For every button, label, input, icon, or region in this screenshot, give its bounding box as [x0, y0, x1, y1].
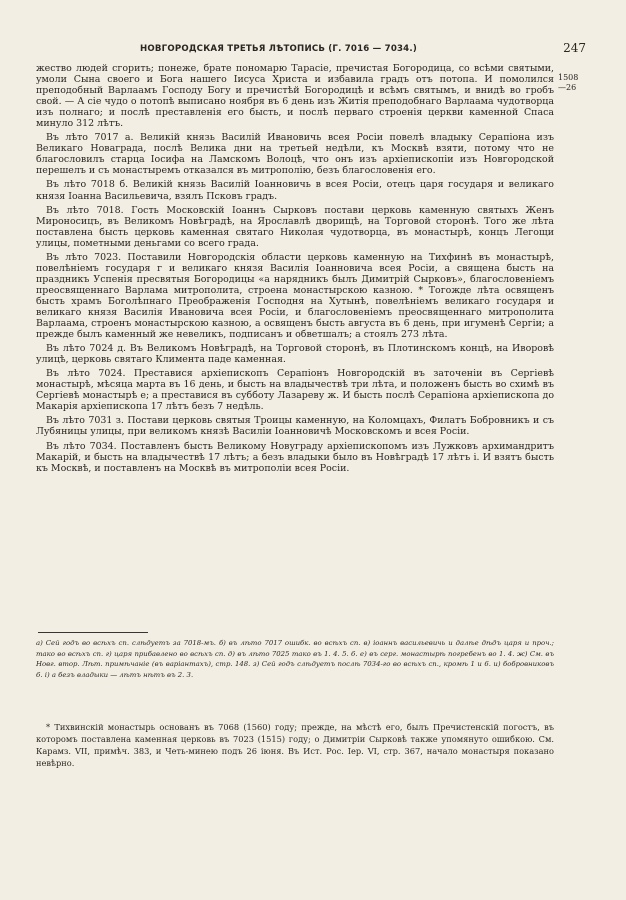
paragraph: Въ лѣто 7024 д. Въ Великомъ Новѣградѣ, на Торговой сторонѣ, въ Плотинскомъ концѣ, на Иворовѣ улицѣ, церковь святаго Климента паде каменная. — [36, 343, 554, 366]
margin-year-note: 1508 —26 — [558, 73, 579, 92]
variant-readings: а) Сей годъ во всѣхъ сп. слѣдуетъ за 7018-мъ. б) въ лѣто 7017 ошибк. во всѣхъ сп. в) іоаннъ васильевичь и далѣе дѣдъ царя и проч.; тако во всѣхъ сп. г) царя прибавлено во всѣхъ сп. д) въ лѣто 7025 тако въ 1. 4. 5. 6. е) въ серг. монастырѣ погребенъ во 1. 4. ж) См. въ Новг. втор. Лѣт. примѣчаніе (въ варіантахъ), стр. 148. з) Сей годъ слѣдуетъ послѣ 7034-го во всѣхъ сп., кромѣ 1 и 6. и) бобровниковъ 6. і) а безъ владыки — лѣтъ нѣтъ въ 2. 3. — [36, 639, 554, 679]
page-number: 247 — [563, 41, 586, 55]
editorial-note-text: * Тихвинскій монастырь основанъ въ 7068 (1560) году; прежде, на мѣстѣ его, былъ Пречистенскій погостъ, въ которомъ поставлена каменная церковь въ 7023 (1515) году; о Димитріи Сырковѣ также упомянуто ошибкою. См. Карамз. VII, примѣч. 383, и Четь-минею подъ 26 іюня. Въ Ист. Рос. Іер. VI, стр. 367, начало монастыря показано невѣрно. — [36, 722, 554, 769]
editorial-note — [36, 721, 554, 769]
paragraph: Въ лѣто 7024. Преставися архіепископъ Серапіонъ Новгородскій въ заточеніи въ Сергіевѣ монастырѣ, мѣсяца марта въ 16 день, и бысть на владычествѣ три лѣта, и положенъ бысть во схимѣ въ Сергіевѣ монастырѣ е; а преставися въ субботу Лазареву ж. И бысть послѣ Серапіона архіепископа до Макарія архіепископа 17 лѣтъ безъ 7 недѣль. — [36, 368, 554, 413]
paragraph: Въ лѣто 7034. Поставленъ бысть Великому Новуграду архіепископомъ изъ Лужковъ архимандритъ Макарій, и бысть на владычествѣ 17 лѣтъ; а безъ владыки было въ Новѣградѣ 17 лѣтъ і. И взятъ бысть къ Москвѣ, и поставленъ на Москвѣ въ митрополіи всея Росіи. — [36, 440, 554, 474]
page-header — [40, 41, 586, 58]
running-title: НОВГОРОДСКАЯ ТРЕТЬЯ ЛѢТОПИСЬ (Г. 7016 — 7034.) — [140, 44, 417, 54]
paragraph: Въ лѣто 7018 б. Великій князь Василій Іоанновичь в всея Росіи, отецъ царя государя и великаго князя Іоанна Васильевича, взялъ Псковъ градъ. — [36, 179, 554, 202]
footnote-divider — [38, 632, 148, 633]
paragraph: жество людей сгорить; понеже, брате пономарю Тарасіе, пречистая Богородица, со всѣми святыми, умоли Сына своего и Бога нашего Іисуса Христа и избавила градъ отъ потопа. И помолился преподобный Варлаамъ Господу Богу и пречистѣй Богородицѣ и всѣмъ святымъ, и внидѣ во гробъ свой. — А сіе чудо о потопѣ выписано ноября въ 6 день изъ Житія преподобнаго Варлаама чудотворца изъ полнаго; и послѣ преставленія его бысть, и послѣ перваго строенія церкви каменной Спаса минуло 312 лѣтъ. — [36, 63, 554, 130]
chronicle-text — [36, 63, 554, 477]
paragraph: Въ лѣто 7031 з. Постави церковь святыя Троицы каменную, на Коломцахъ, Филатъ Бобровникъ и съ Лубяницы улицы, при великомъ князѣ Василіи Іоанновичѣ Московскомъ и всея Росіи. — [36, 415, 554, 438]
paragraph: Въ лѣто 7018. Гость Московскій Іоаннъ Сырковъ постави церковь каменную святыхъ Женъ Мироносицъ, въ Великомъ Новѣградѣ, на Ярославлѣ дворищѣ, на Торговой сторонѣ. Того же лѣта поставлена бысть церковь каменная святаго Николая чудотворца, въ монастырѣ, концъ Легощи улицы, пометными деньгами со всего града. — [36, 204, 554, 249]
paragraph: Въ лѣто 7023. Поставили Новгородскія области церковь каменную на Тихфинѣ въ монастырѣ, повелѣніемъ государя г и великаго князя Василія Іоанновича всея Росіи, а священа бысть на праздникъ Успенія пресвятыя Богородицы «а нарядникъ былъ Димитрій Сырковъ», благословеніемъ преосвященнаго Варлама митрополита, строена монастырскою казною. * Тогожде лѣта освященъ бысть храмъ Боголѣпнаго Преображенія Господня на Хутынѣ, повелѣніемъ великаго государя и великаго князя Василія Ивановича всея Росіи, и благословеніемъ преосвященнаго митрополита Варлаама, строенъ монастырскою казною, а освященъ бысть августа въ 6 день, при игуменѣ Сергіи; а прежде былъ каменный же невеликъ, подписанъ и обветшалъ; а стоялъ 273 лѣта. — [36, 251, 554, 341]
paragraph: Въ лѣто 7017 а. Великій князь Василій Ивановичь всея Росіи повелѣ владыку Серапіона изъ Великаго Новаграда, послѣ Велика дни на третьей недѣли, къ Москвѣ взяти, потому что не благословилъ старца Іосифа на Ламскомъ Волоцѣ, что онъ изъ архіепископіи изъ Новгородской перешелъ и съ монастыремъ отказался въ митрополію, безъ благословенія его. — [36, 132, 554, 177]
